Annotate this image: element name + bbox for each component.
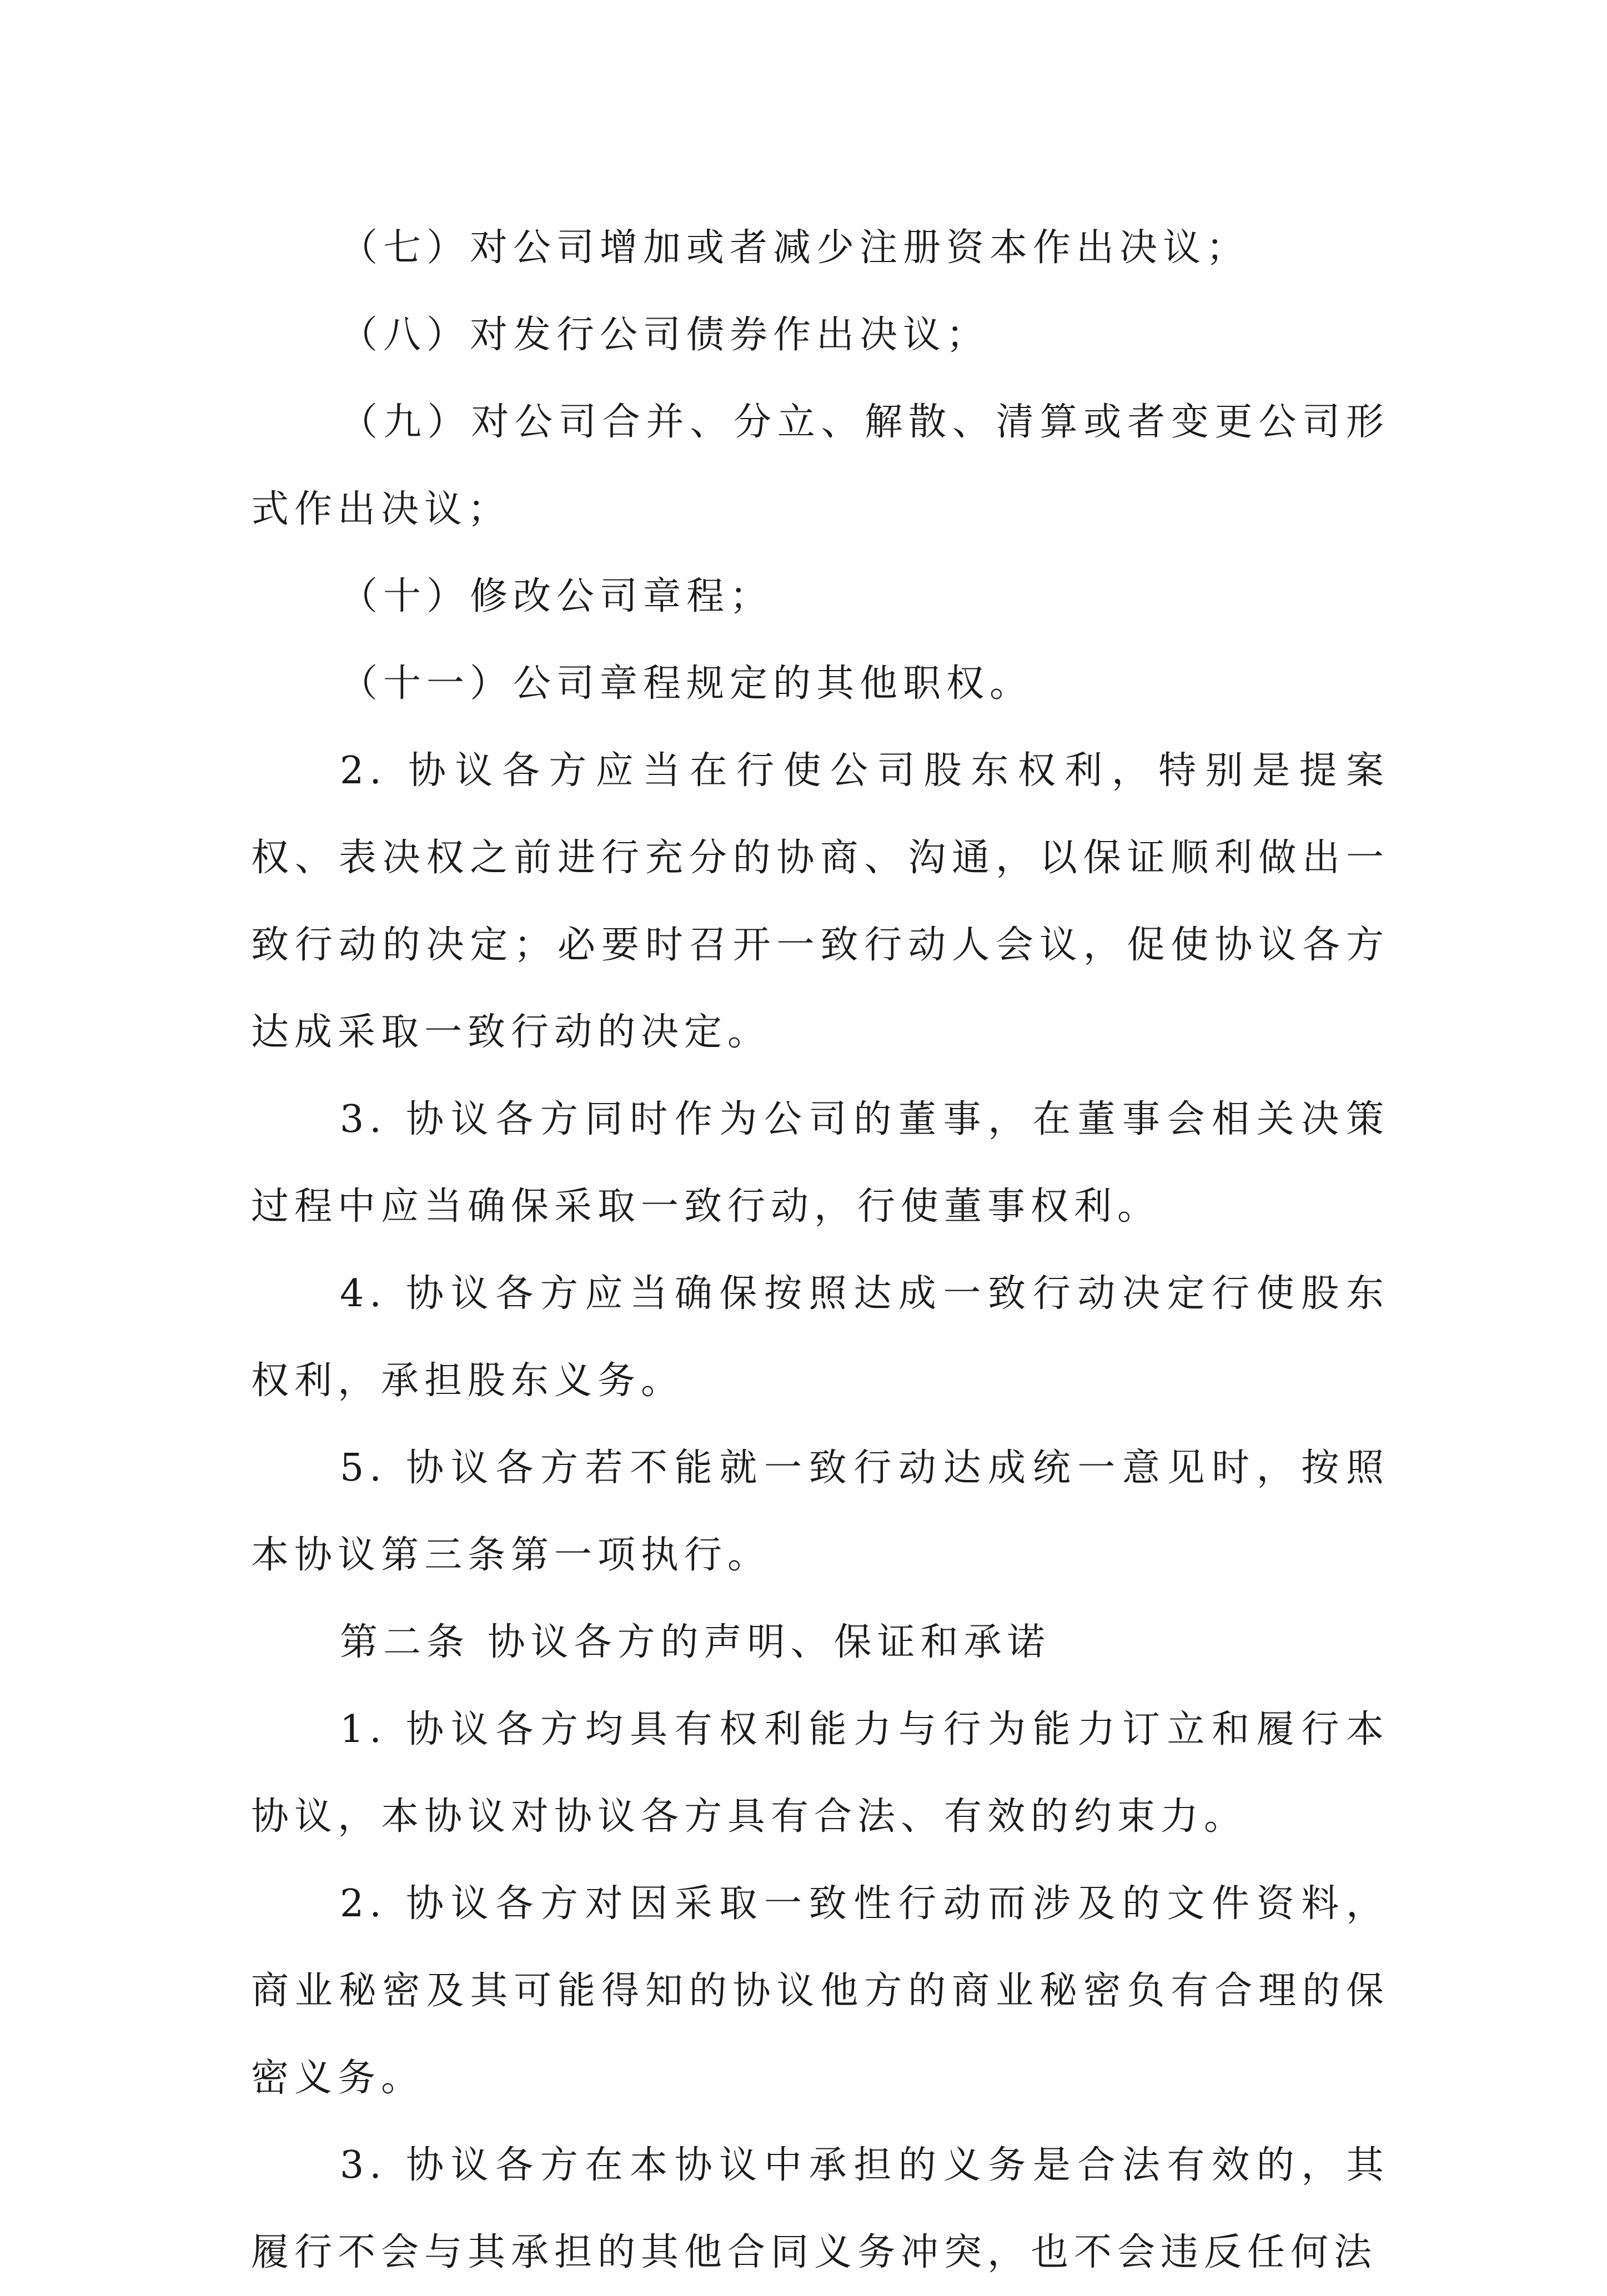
article-2-paragraph-1: 1. 协议各方均具有权利能力与行为能力订立和履行本协议，本协议对协议各方具有合法、有效的约束力。: [251, 1708, 1389, 1839]
clause-item-10: （十）修改公司章程；: [340, 575, 774, 618]
article-2-paragraph-3: 3. 协议各方在本协议中承担的义务是合法有效的，其履行不会与其承担的其他合同义务冲突，也不会违反任何法: [251, 2143, 1389, 2274]
clause-paragraph-2: 2. 协议各方应当在行使公司股东权利，特别是提案权、表决权之前进行充分的协商、沟通，以保证顺利做出一致行动的决定；必要时召开一致行动人会议，促使协议各方达成采取一致行动的决定。: [251, 749, 1389, 1054]
clause-paragraph-5: 5. 协议各方若不能就一致行动达成统一意见时，按照本协议第三条第一项执行。: [251, 1446, 1389, 1577]
clause-item-9: （九）对公司合并、分立、解散、清算或者变更公司形式作出决议；: [251, 400, 1389, 531]
clause-paragraph-3: 3. 协议各方同时作为公司的董事，在董事会相关决策过程中应当确保采取一致行动，行使董事权利。: [251, 1097, 1389, 1228]
clause-item-8: （八）对发行公司债券作出决议；: [340, 313, 990, 357]
document-body: [251, 204, 1389, 2296]
clause-paragraph-4: 4. 协议各方应当确保按照达成一致行动决定行使股东权利，承担股东义务。: [251, 1272, 1389, 1403]
clause-item-7: （七）对公司增加或者减少注册资本作出决议；: [340, 226, 1250, 270]
article-heading: 第二条 协议各方的声明、保证和承诺: [340, 1620, 1051, 1664]
clause-item-11: （十一）公司章程规定的其他职权。: [340, 662, 1033, 706]
article-2-paragraph-2: 2. 协议各方对因采取一致性行动而涉及的文件资料，商业秘密及其可能得知的协议他方的商业秘密负有合理的保密义务。: [251, 1882, 1389, 2100]
